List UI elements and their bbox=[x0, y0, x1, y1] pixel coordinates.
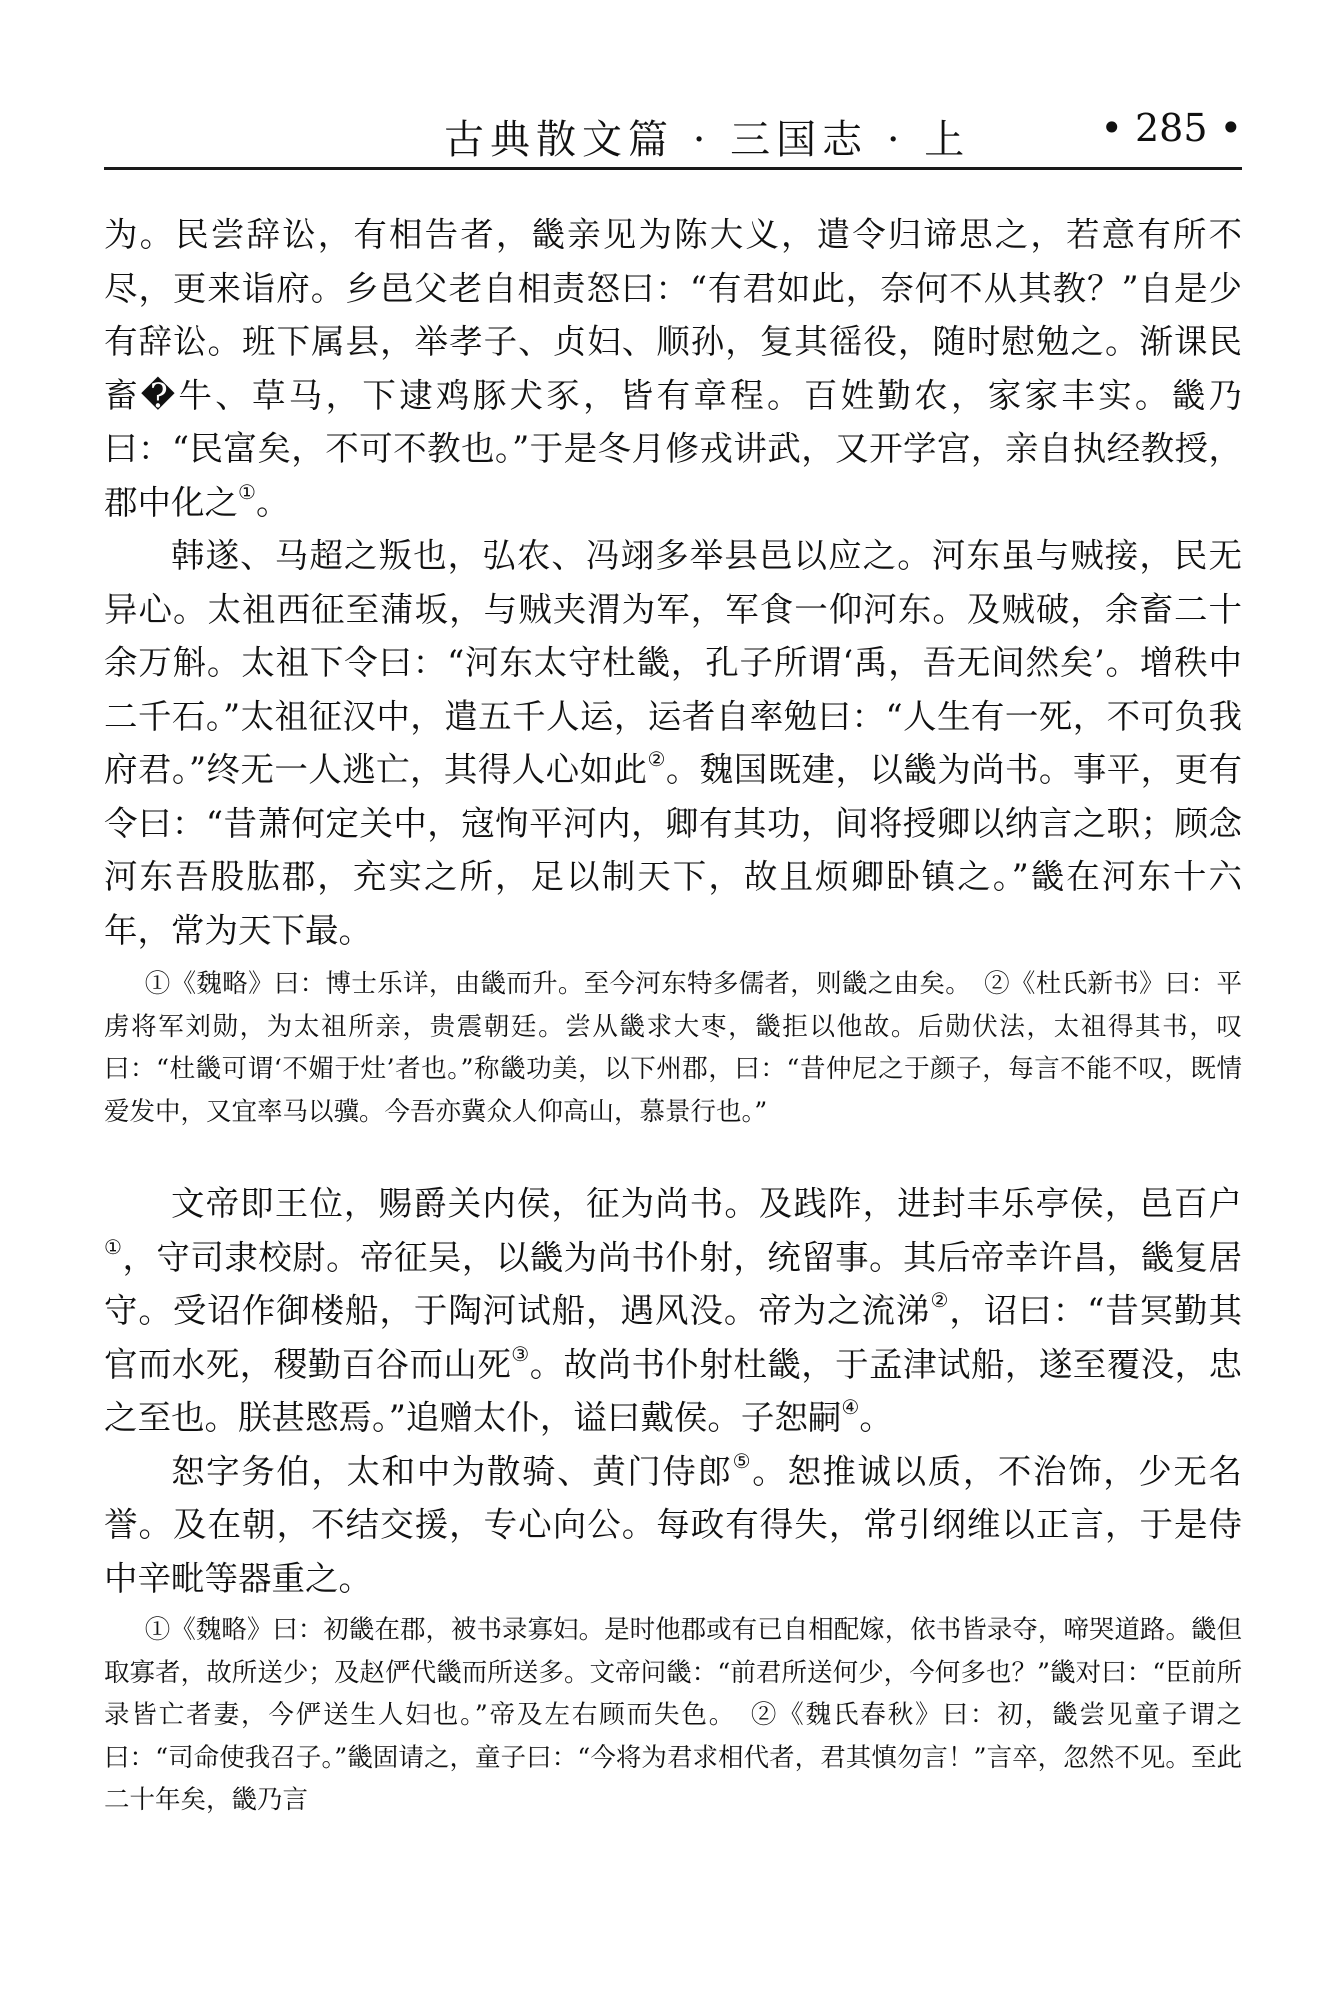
paragraph-3-text: ，守司隶校尉。帝征吴，以畿为尚书仆射，统留事。其后帝幸许昌，畿复居守。受诏作御楼船，于陶河试船，遇风没。帝为之流涕 bbox=[104, 1237, 1242, 1330]
header-rule bbox=[104, 167, 1242, 170]
paragraph-1-tail: 。 bbox=[256, 482, 290, 522]
note-marker: ⑤ bbox=[732, 1448, 753, 1473]
page-body bbox=[104, 208, 1242, 1822]
note-marker: ② bbox=[647, 746, 666, 771]
footnote-block-1: ①《魏略》曰：博士乐详，由畿而升。至今河东特多儒者，则畿之由矣。 ②《杜氏新书》曰：平虏将军刘勋，为太祖所亲，贵震朝廷。尝从畿求大枣，畿拒以他故。后勋伏法，太祖得其书，叹曰：“杜畿可谓‘不媚于灶’者也。”称畿功美，以下州郡，曰：“昔仲尼之于颜子，每言不能不叹，既情爱发中，又宜率马以骥。今吾亦冀众人仰高山，慕景行也。” bbox=[104, 969, 1242, 1127]
paragraph-3-text: 文帝即王位，赐爵关内侯，征为尚书。及践阼，进封丰乐亭侯，邑百户 bbox=[171, 1184, 1242, 1223]
paragraph-3 bbox=[104, 1177, 1242, 1445]
paragraph-2-text: 韩遂、马超之叛也，弘农、冯翊多举县邑以应之。河东虽与贼接，民无异心。太祖西征至蒲坂，与贼夹渭为军，军食一仰河东。及贼破，余畜二十余万斛。太祖下令曰：“河东太守杜畿，孔子所谓‘禹，吾无间然矣’。增秩中二千石。”太祖征汉中，遣五千人运，运者自率勉曰：“人生有一死，不可负我府君。”终无一人逃亡，其得人心如此 bbox=[104, 536, 1242, 789]
note-marker: ④ bbox=[841, 1394, 860, 1419]
note-marker: ① bbox=[238, 479, 257, 504]
note-marker: ③ bbox=[511, 1341, 530, 1366]
paragraph-4-text: 。恕推诚以质，不治饰，少无名誉。及在朝，不结交援，专心向公。每政有得失，常引纲维以正言，于是侍中辛毗等器重之。 bbox=[104, 1451, 1243, 1598]
section-2 bbox=[104, 1177, 1242, 1822]
paragraph-1 bbox=[104, 208, 1242, 529]
paragraph-3-text: 。故尚书仆射杜畿，于孟津试船，遂至覆没，忠之至也。朕甚愍焉。”追赠太仆，谥曰戴侯。子恕嗣 bbox=[104, 1344, 1243, 1437]
paragraph-1-text: 为。民尝辞讼，有相告者，畿亲见为陈大义，遣令归谛思之，若意有所不尽，更来诣府。乡邑父老自相责怒曰：“有君如此，奈何不从其教？”自是少有辞讼。班下属县，举孝子、贞妇、顺孙，复其徭役，随时慰勉之。渐课民畜�牛、草马，下逮鸡豚犬豕，皆有章程。百姓勤农，家家丰实。畿乃曰：“民富矣，不可不教也。”于是冬月修戎讲武，又开学宫，亲自执经教授，郡中化之 bbox=[104, 215, 1242, 522]
paragraph-2 bbox=[104, 529, 1242, 957]
page-number: • 285 • bbox=[1100, 106, 1242, 150]
header-title: 古典散文篇 · 三国志 · 上 bbox=[444, 117, 971, 163]
note-marker: ② bbox=[930, 1287, 950, 1312]
running-header bbox=[104, 96, 1242, 170]
paragraph-4-text: 恕字务伯，太和中为散骑、黄门侍郎 bbox=[171, 1451, 733, 1491]
paragraph-4 bbox=[104, 1445, 1242, 1606]
paragraph-2-tail: 。魏国既建，以畿为尚书。事平，更有令曰：“昔萧何定关中，寇恂平河内，卿有其功，间将授卿以纳言之职；顾念河东吾股肱郡，充实之所，足以制天下，故且烦卿卧镇之。”畿在河东十六年，常为天下最。 bbox=[104, 750, 1243, 950]
paragraph-3-text: ，诏曰：“昔冥勤其官而水死，稷勤百谷而山死 bbox=[104, 1291, 1242, 1384]
note-marker: ① bbox=[104, 1234, 123, 1259]
paragraph-3-text: 。 bbox=[859, 1398, 893, 1437]
footnote-block-2: ①《魏略》曰：初畿在郡，被书录寡妇。是时他郡或有已自相配嫁，依书皆录夺，啼哭道路。畿但取寡者，故所送少；及赵俨代畿而所送多。文帝问畿：“前君所送何少，今何多也？”畿对曰：“臣前所录皆亡者妻，今俨送生人妇也。”帝及左右顾而失色。 ②《魏氏春秋》曰：初，畿尝见童子谓之曰：“司命使我召子。”畿固请之，童子曰：“今将为君求相代者，君其慎勿言！”言卒，忽然不见。至此二十年矣，畿乃言 bbox=[104, 1615, 1242, 1815]
